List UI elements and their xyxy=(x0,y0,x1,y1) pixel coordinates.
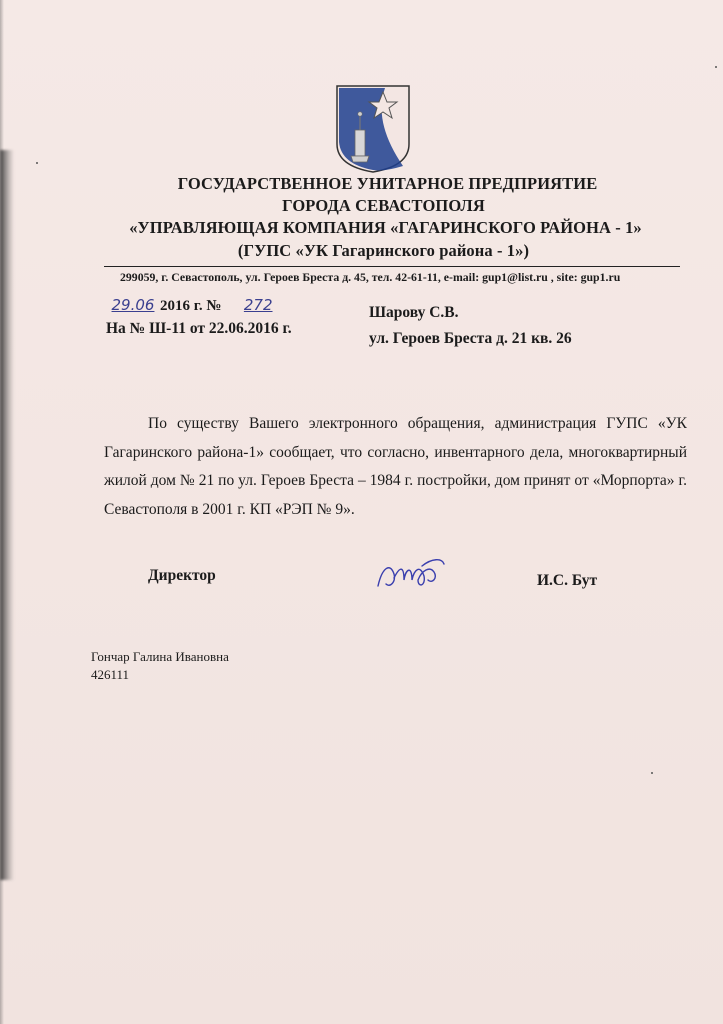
scan-edge-line xyxy=(0,0,4,1024)
recipient-name: Шарову С.В. xyxy=(369,304,459,321)
scan-speck xyxy=(651,772,653,774)
signatory-title: Директор xyxy=(148,567,216,584)
signatory-name: И.С. Бут xyxy=(537,572,598,589)
sevastopol-coat-of-arms-icon xyxy=(333,82,413,174)
executor-phone: 426111 xyxy=(91,667,130,682)
recipient-block xyxy=(369,300,572,352)
executor-name: Гончар Галина Ивановна xyxy=(91,649,229,664)
company-contacts: 299059, г. Севастополь, ул. Героев Бреста д. 45, тел. 42-61-11, e-mail: gup1@list.ru , site: gup1.ru xyxy=(120,270,621,284)
outgoing-date-number xyxy=(106,296,289,315)
scan-speck xyxy=(715,66,717,68)
recipient-address: ул. Героев Бреста д. 21 кв. 26 xyxy=(369,330,572,347)
handwritten-number: 272 xyxy=(243,296,273,314)
letter-body xyxy=(104,410,687,524)
header-divider xyxy=(104,266,680,267)
company-name-heading: «УПРАВЛЯЮЩАЯ КОМПАНИЯ «ГАГАРИНСКОГО РАЙОНА - 1» xyxy=(129,218,642,237)
body-paragraph: По существу Вашего электронного обращения, администрация ГУПС «УК Гагаринского района-1» сообщает, что согласно, инвентарного дела, многоквартирный жилой дом № 21 по ул. Героев Бреста – 1984 г. постройки, дом принят от «Морпорта» г. Севастополя в 2001 г. КП «РЭП № 9». xyxy=(104,415,687,518)
scan-speck xyxy=(36,162,38,164)
incoming-reference: На № Ш-11 от 22.06.2016 г. xyxy=(106,320,292,337)
org-type-heading: ГОСУДАРСТВЕННОЕ УНИТАРНОЕ ПРЕДПРИЯТИЕ xyxy=(177,174,598,193)
handwritten-signature xyxy=(372,556,448,594)
company-short-name: (ГУПС «УК Гагаринского района - 1») xyxy=(237,241,530,260)
executor-block xyxy=(91,648,229,684)
outgoing-year-label: 2016 г. № xyxy=(160,298,222,314)
city-heading: ГОРОДА СЕВАСТОПОЛЯ xyxy=(282,196,485,215)
handwritten-date: 29.06 xyxy=(111,296,155,314)
